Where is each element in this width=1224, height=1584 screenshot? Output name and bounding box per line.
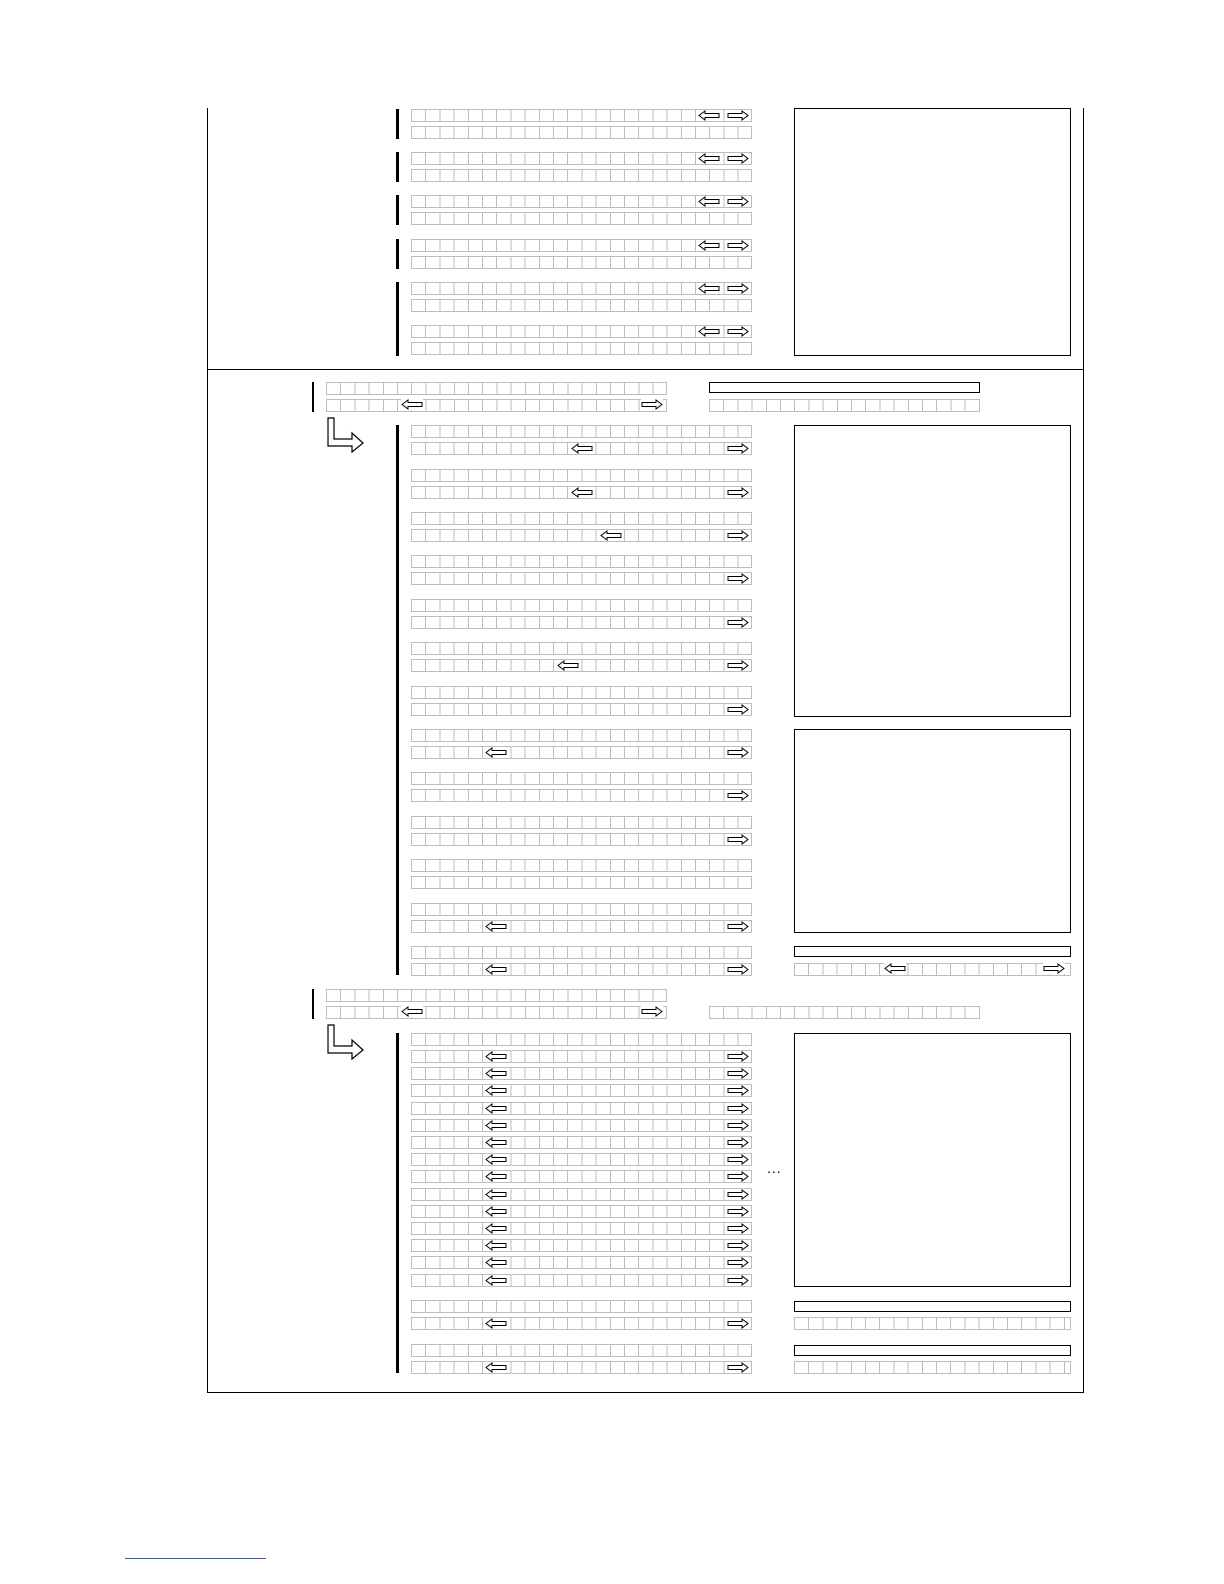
footer-rule	[125, 1558, 266, 1559]
grid-row	[411, 1274, 752, 1287]
grid-row	[411, 299, 752, 312]
left-arrow-icon	[571, 487, 593, 498]
left-arrow-icon	[485, 1154, 507, 1165]
right-arrow-icon	[727, 834, 749, 845]
left-arrow-icon	[485, 1257, 507, 1268]
right-arrow-icon	[1043, 963, 1065, 974]
grid-row	[411, 876, 752, 889]
grid-row	[411, 1239, 752, 1252]
grid-row	[411, 1205, 752, 1218]
left-arrow-icon	[485, 1275, 507, 1286]
left-arrow-icon	[485, 964, 507, 975]
side-bar-box-1	[794, 946, 1071, 957]
right-arrow-icon	[727, 704, 749, 715]
grid-row	[411, 772, 752, 785]
left-arrow-icon	[485, 1189, 507, 1200]
left-arrow-icon	[571, 443, 593, 454]
grid-row	[326, 1006, 667, 1019]
section-marker	[396, 282, 399, 356]
bend-arrow-icon	[327, 417, 365, 453]
right-arrow-icon	[727, 1223, 749, 1234]
top-panel-box	[794, 108, 1071, 356]
right-arrow-icon	[727, 240, 749, 251]
grid-row	[411, 616, 752, 629]
section-marker	[396, 195, 399, 225]
grid-row	[411, 729, 752, 742]
grid-row	[709, 1006, 980, 1019]
grid-row	[326, 989, 667, 1002]
grid-row	[411, 126, 752, 139]
grid-row	[411, 1102, 752, 1115]
left-arrow-icon	[485, 1318, 507, 1329]
grid-row	[411, 946, 752, 959]
grid-row	[411, 746, 752, 759]
left-arrow-icon	[485, 1068, 507, 1079]
grid-row	[326, 382, 667, 395]
grid-row	[411, 425, 752, 438]
side-bar-box-2	[794, 1301, 1071, 1312]
right-arrow-icon	[727, 921, 749, 932]
middle-panel-box-1	[794, 425, 1071, 717]
right-arrow-icon	[727, 1103, 749, 1114]
section-marker	[396, 425, 399, 975]
frame-right-border	[1083, 108, 1084, 1393]
left-arrow-icon	[485, 1362, 507, 1373]
right-arrow-icon	[727, 747, 749, 758]
grid-row	[411, 1050, 752, 1063]
middle-panel-box-2	[794, 729, 1071, 933]
grid-row	[411, 1344, 752, 1357]
left-arrow-icon	[485, 1120, 507, 1131]
grid-row	[709, 399, 980, 412]
grid-row	[411, 212, 752, 225]
right-arrow-icon	[727, 283, 749, 294]
grid-row	[411, 1067, 752, 1080]
right-arrow-icon	[727, 1275, 749, 1286]
right-arrow-icon	[641, 1006, 663, 1017]
left-arrow-icon	[600, 530, 622, 541]
section-marker	[312, 989, 314, 1019]
grid-row	[411, 1084, 752, 1097]
left-arrow-icon	[485, 921, 507, 932]
grid-row	[411, 1033, 752, 1046]
right-arrow-icon	[727, 573, 749, 584]
grid-row	[411, 903, 752, 916]
grid-row	[411, 256, 752, 269]
left-arrow-icon	[884, 963, 906, 974]
left-arrow-icon	[485, 1103, 507, 1114]
right-arrow-icon	[727, 487, 749, 498]
left-arrow-icon	[401, 399, 423, 410]
right-arrow-icon	[727, 1362, 749, 1373]
grid-row	[411, 1136, 752, 1149]
left-arrow-icon	[485, 1206, 507, 1217]
left-arrow-icon	[485, 747, 507, 758]
grid-row	[411, 789, 752, 802]
left-arrow-icon	[698, 240, 720, 251]
grid-row	[794, 1317, 1071, 1330]
left-arrow-icon	[485, 1171, 507, 1182]
grid-row	[794, 1361, 1071, 1374]
grid-row	[411, 512, 752, 525]
grid-row	[411, 555, 752, 568]
right-arrow-icon	[727, 1137, 749, 1148]
right-arrow-icon	[727, 1068, 749, 1079]
grid-row	[411, 833, 752, 846]
right-arrow-icon	[727, 660, 749, 671]
right-arrow-icon	[727, 617, 749, 628]
left-arrow-icon	[485, 1240, 507, 1251]
left-arrow-icon	[698, 110, 720, 121]
section-marker	[396, 239, 399, 269]
left-arrow-icon	[485, 1085, 507, 1096]
right-arrow-icon	[727, 1051, 749, 1062]
header-bar-box-1	[709, 382, 980, 393]
left-arrow-icon	[557, 660, 579, 671]
grid-row	[411, 1153, 752, 1166]
left-arrow-icon	[698, 326, 720, 337]
grid-row	[411, 529, 752, 542]
right-arrow-icon	[727, 1240, 749, 1251]
grid-row	[411, 1317, 752, 1330]
right-arrow-icon	[727, 1171, 749, 1182]
right-arrow-icon	[727, 964, 749, 975]
right-arrow-icon	[727, 1206, 749, 1217]
right-arrow-icon	[727, 530, 749, 541]
grid-row	[411, 572, 752, 585]
right-arrow-icon	[727, 443, 749, 454]
grid-row	[411, 342, 752, 355]
grid-row	[411, 469, 752, 482]
left-arrow-icon	[698, 153, 720, 164]
grid-row	[794, 963, 1071, 976]
grid-row	[411, 1256, 752, 1269]
grid-row	[411, 816, 752, 829]
right-arrow-icon	[727, 153, 749, 164]
grid-row	[411, 703, 752, 716]
right-arrow-icon	[727, 326, 749, 337]
right-arrow-icon	[641, 399, 663, 410]
right-arrow-icon	[727, 1189, 749, 1200]
grid-row	[326, 399, 667, 412]
bend-arrow-icon	[327, 1024, 365, 1060]
grid-row	[411, 1119, 752, 1132]
left-arrow-icon	[698, 283, 720, 294]
section-divider	[207, 369, 1084, 370]
bottom-panel-box	[794, 1033, 1071, 1287]
grid-row	[411, 1361, 752, 1374]
right-arrow-icon	[727, 1085, 749, 1096]
section-marker	[312, 382, 314, 412]
right-arrow-icon	[727, 196, 749, 207]
grid-row	[411, 859, 752, 872]
right-arrow-icon	[727, 110, 749, 121]
side-bar-box-3	[794, 1345, 1071, 1356]
grid-row	[411, 599, 752, 612]
left-arrow-icon	[485, 1223, 507, 1234]
grid-row	[411, 1170, 752, 1183]
right-arrow-icon	[727, 1257, 749, 1268]
frame-bottom-border	[207, 1392, 1084, 1393]
right-arrow-icon	[727, 1318, 749, 1329]
left-arrow-icon	[401, 1006, 423, 1017]
left-arrow-icon	[485, 1051, 507, 1062]
grid-row	[411, 920, 752, 933]
section-marker	[396, 1033, 399, 1373]
grid-row	[411, 169, 752, 182]
grid-row	[411, 642, 752, 655]
continuation-ellipsis: ...	[767, 1160, 782, 1176]
right-arrow-icon	[727, 1154, 749, 1165]
left-arrow-icon	[698, 196, 720, 207]
right-arrow-icon	[727, 1120, 749, 1131]
grid-row	[411, 1188, 752, 1201]
section-marker	[396, 109, 399, 139]
grid-row	[411, 1300, 752, 1313]
section-marker	[396, 152, 399, 182]
frame-left-border	[207, 108, 208, 1393]
grid-row	[411, 963, 752, 976]
grid-row	[411, 1222, 752, 1235]
left-arrow-icon	[485, 1137, 507, 1148]
grid-row	[411, 659, 752, 672]
right-arrow-icon	[727, 790, 749, 801]
grid-row	[411, 686, 752, 699]
